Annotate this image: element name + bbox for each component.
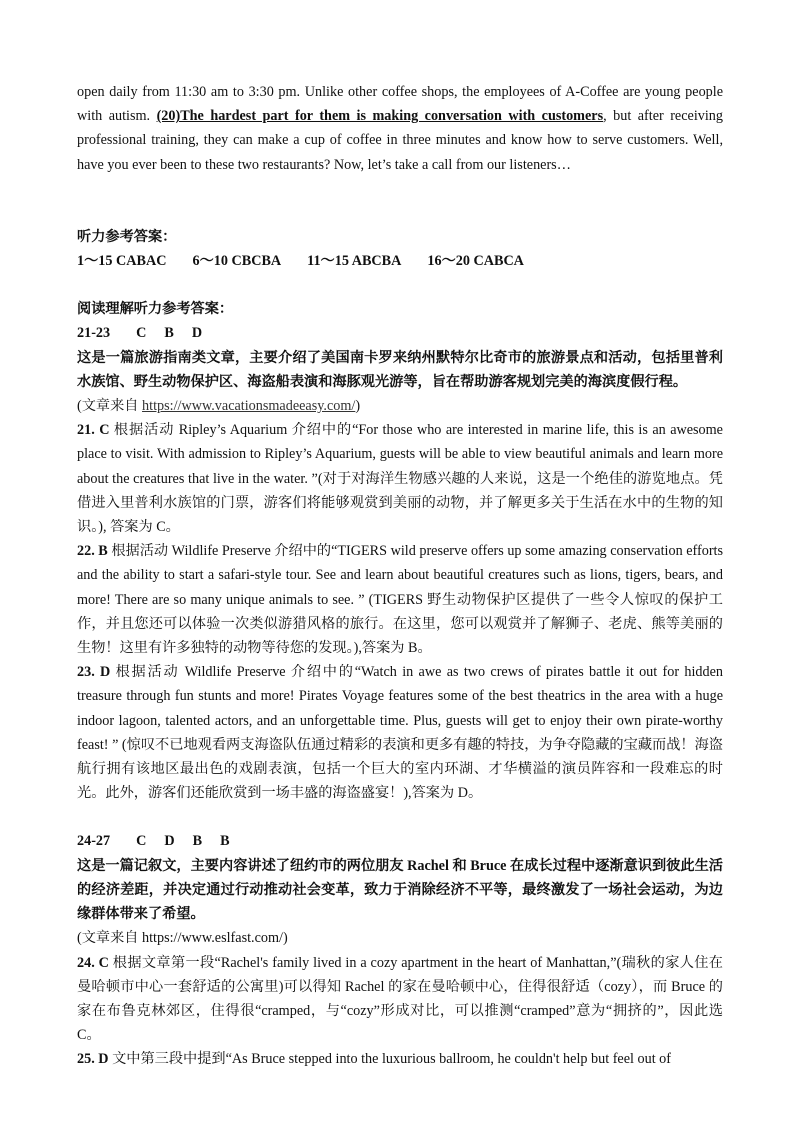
- passage1-source: [77, 394, 723, 418]
- explanation-text: 文中第三段中提到“As Bruce stepped into the luxurious ballroom, he couldn't help but feel out of: [108, 1051, 672, 1068]
- explanation-21: [77, 418, 723, 539]
- intro-text: open daily from 11:30 am to 3:30 pm. Unlike other coffee shops, the employees of A-Coffee are young people with autism.: [77, 84, 723, 125]
- explanation-text: 根据活动 Ripley’s Aquarium 介绍中的“For those who are interested in marine life, this is an awesome place to visit. With admission to Ripley’s Aquarium, guests will be able to view beautiful animals and learn more about the creatures that live in the water. ”(对于对海洋生物感兴趣的人来说，这是一个绝佳的游览地点。凭借进入里普利水族馆的门票，游客们将能够观赏到美丽的动物，并了解更多关于生活在水中的生物的知识。), 答案为 C。: [77, 422, 723, 536]
- listening-answers: [77, 249, 723, 273]
- listening-heading: 听力参考答案：: [77, 228, 177, 245]
- question-label: 23. D: [77, 664, 111, 681]
- document-page: [77, 80, 723, 1072]
- source-prefix: (文章来自: [77, 398, 143, 415]
- explanation-text: 根据文章第一段“Rachel's family lived in a cozy apartment in the heart of Manhattan,”(瑞秋的家人住在曼哈顿市中心一套舒适的公寓里)可以得知 Rachel 的家在曼哈顿中心，住得很舒适（cozy），而 Bruce 的家在布鲁克林郊区，住得很“cramped，与“cozy”形成对比，可以推测“cramped”意为“拥挤的”，因此选 C。: [77, 954, 723, 1044]
- passage2-answers: [77, 829, 723, 853]
- question-label: 25. D: [77, 1051, 109, 1068]
- intro-text-cont: , but after receiving professional training, they can make a cup of coffee in three minutes and know how to serve customers. Well, have you ever been to these two restaurants? Now, let’s take a call from our listeners…: [77, 108, 723, 173]
- answer-letter: D: [191, 325, 203, 342]
- question-range: 24-27: [77, 833, 111, 850]
- question-label: 21. C: [77, 422, 110, 439]
- passage2-source: (文章来自 https://www.eslfast.com/): [77, 930, 288, 947]
- source-link[interactable]: https://www.vacationsmadeeasy.com/: [142, 398, 356, 415]
- answer-letter: B: [164, 325, 174, 342]
- source-suffix: ): [355, 398, 361, 415]
- explanation-22: [77, 539, 723, 660]
- answer-group: 1～15 CABAC: [77, 253, 167, 270]
- explanation-24: [77, 951, 723, 1048]
- question-label: 24. C: [77, 954, 109, 971]
- explanation-text: 根据活动 Wildlife Preserve 介绍中的“Watch in awe as two crews of pirates battle it out for hidden treasure through fun stunts and more! Pirates Voyage features some of the best theatrics in the area with a huge indoor lagoon, talented actors, and an unforgettable time. Plus, guests will get to enjoy their own pirate-worthy feast! ” (惊叹不已地观看两支海盗队伍通过精彩的表演和更多有趣的特技，为争夺隐藏的宝藏而战！海盗航行拥有该地区最出色的戏剧表演，包括一个巨大的室内环湖、才华横溢的演员阵容和一段难忘的时光。此外，游客们还能欣赏到一场丰盛的海盗盛宴！),答案为 D。: [77, 664, 723, 802]
- highlighted-sentence: (20)The hardest part for them is making conversation with customers: [156, 108, 604, 125]
- answer-group: 16～20 CABCA: [427, 253, 524, 270]
- passage1-summary: 这是一篇旅游指南类文章，主要介绍了美国南卡罗来纳州默特尔比奇市的旅游景点和活动，包括里普利水族馆、野生动物保护区、海盗船表演和海豚观光游等，旨在帮助游客规划完美的海滨度假行程。: [77, 349, 723, 390]
- intro-paragraph: [77, 80, 723, 177]
- explanation-25: [77, 1047, 723, 1071]
- answer-letter: C: [136, 833, 147, 850]
- answer-group: 6～10 CBCBA: [192, 253, 282, 270]
- answer-letter: B: [192, 833, 203, 850]
- answer-letter: C: [136, 325, 147, 342]
- reading-heading: 阅读理解听力参考答案：: [77, 301, 234, 318]
- answer-group: 11～15 ABCBA: [307, 253, 402, 270]
- explanation-text: 根据活动 Wildlife Preserve 介绍中的“TIGERS wild preserve offers up some amazing conservation efforts and the ability to start a safari-style tour. See and learn about beautiful creatures such as lions, tigers, bears, and more! There are so many unique animals to see. ” (TIGERS 野生动物保护区提供了一些令人惊叹的保护工作，并且您还可以体验一次类似游猎风格的旅行。在这里，您可以观赏并了解狮子、老虎、熊等美丽的生物！这里有许多独特的动物等待您的发现。),答案为 B。: [77, 543, 724, 657]
- answer-letter: D: [164, 833, 175, 850]
- answer-letter: B: [220, 833, 230, 850]
- passage1-answers: [77, 321, 723, 345]
- explanation-23: [77, 660, 723, 805]
- passage2-summary: 这是一篇记叙文，主要内容讲述了纽约市的两位朋友 Rachel 和 Bruce 在成长过程中逐渐意识到彼此生活的经济差距，并决定通过行动推动社会变革，致力于消除经济不平等，最终激发了一场社会运动，为边缘群体带来了希望。: [77, 857, 723, 923]
- question-range: 21-23: [77, 325, 111, 342]
- question-label: 22. B: [77, 543, 108, 560]
